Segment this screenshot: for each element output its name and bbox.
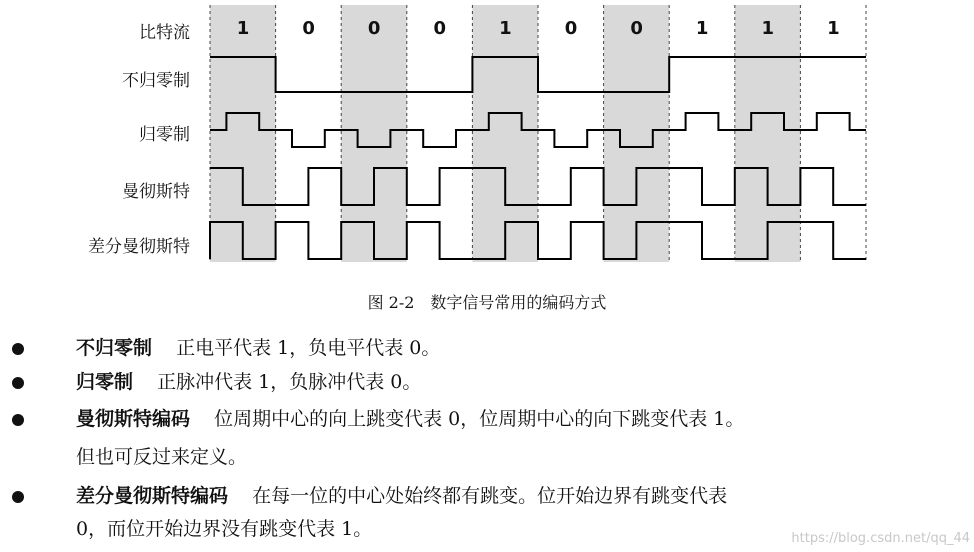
bit-value: 0 xyxy=(564,18,578,39)
term-rz: 归零制 xyxy=(76,371,134,393)
term-diff-manchester: 差分曼彻斯特编码 xyxy=(76,485,229,507)
bit-value: 1 xyxy=(761,18,775,39)
bit-value: 1 xyxy=(499,18,512,39)
row-label-nrz: 不归零制 xyxy=(122,71,190,91)
bit-value: 1 xyxy=(827,18,840,39)
desc-nrz: 正电平代表 1，负电平代表 0。 xyxy=(176,337,441,359)
bit-value: 1 xyxy=(695,18,709,39)
term-manchester: 曼彻斯特编码 xyxy=(76,408,191,430)
bit-value: 1 xyxy=(236,18,250,39)
bit-value: 0 xyxy=(433,18,447,39)
waveform-diff-manchester xyxy=(210,222,866,259)
bit-value: 0 xyxy=(302,18,315,39)
desc-diff-manchester-cont: 0，而位开始边界没有跳变代表 1。 xyxy=(76,518,373,540)
list-item-diff-manchester xyxy=(20,481,960,511)
watermark: https://blog.csdn.net/qq_44 xyxy=(791,531,970,546)
figure-caption: 图 2-2 数字信号常用的编码方式 xyxy=(367,293,607,312)
bit-value: 0 xyxy=(367,18,381,39)
list-item-rz xyxy=(20,367,960,397)
desc-manchester: 位周期中心的向上跳变代表 0，位周期中心的向下跳变代表 1。 xyxy=(214,408,745,430)
bit-value: 0 xyxy=(630,18,643,39)
row-label-manchester: 曼彻斯特 xyxy=(122,182,190,202)
row-label-diff-manchester: 差分曼彻斯特 xyxy=(88,237,190,257)
bitstream-label: 比特流 xyxy=(139,23,190,43)
row-label-rz: 归零制 xyxy=(139,125,190,145)
list-item-nrz xyxy=(20,333,960,363)
list-item-manchester xyxy=(20,404,960,434)
desc-rz: 正脉冲代表 1，负脉冲代表 0。 xyxy=(157,371,422,393)
desc-manchester-cont: 但也可反过来定义。 xyxy=(76,446,248,468)
term-nrz: 不归零制 xyxy=(76,337,153,359)
desc-diff-manchester: 在每一位的中心处始终都有跳变。位开始边界有跳变代表 xyxy=(252,485,728,507)
